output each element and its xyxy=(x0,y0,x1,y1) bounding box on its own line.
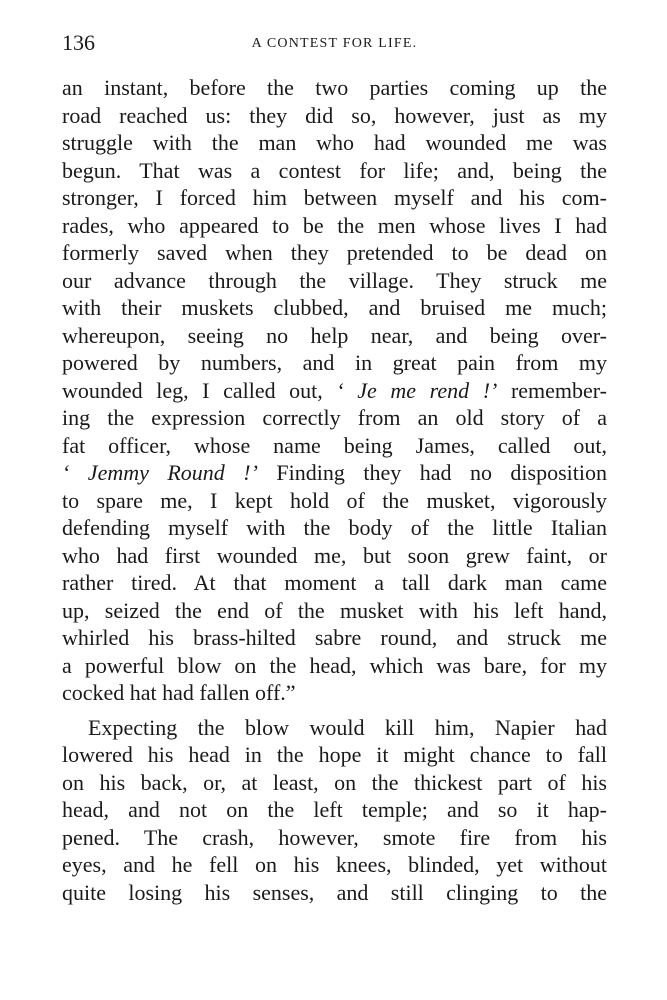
text-line: powered by numbers, and in great pain from my xyxy=(62,350,607,375)
text-line: eyes, and he fell on his knees, blinded, yet without xyxy=(62,852,607,877)
text-line: Expecting the blow would kill him, Napier had xyxy=(88,714,607,740)
text-line: road reached us: they did so, however, just as my xyxy=(62,102,607,128)
text-line: lowered his head in the hope it might chance to fall xyxy=(62,742,607,767)
running-head: A CONTEST FOR LIFE. xyxy=(251,36,418,51)
text-line: quite losing his senses, and still clinging to the xyxy=(62,879,607,905)
text-line: rades, who appeared to be the men whose lives I had xyxy=(62,212,607,238)
text-line: stronger, I forced him between myself and his com- xyxy=(62,185,607,210)
text-line: struggle with the man who had wounded me was xyxy=(62,130,607,155)
text-line: cocked hat had fallen off.” xyxy=(62,680,296,705)
page-number: 136 xyxy=(62,30,95,55)
text-line-mixed xyxy=(62,377,607,405)
text-line: whereupon, seeing no help near, and being over- xyxy=(62,322,607,348)
text-line-mixed xyxy=(62,459,607,487)
text-line: on his back, or, at least, on the thickest part of his xyxy=(62,769,607,795)
text-line: whirled his brass-hilted sabre round, and struck me xyxy=(62,625,607,650)
text-line: our advance through the village. They struck me xyxy=(62,267,607,293)
italic-quote: ‘ Jemmy Round !’ xyxy=(62,460,258,485)
text-line: begun. That was a contest for life; and, being the xyxy=(62,157,607,183)
text-line: a powerful blow on the head, which was bare, for my xyxy=(62,652,607,678)
text-line: ing the expression correctly from an old story of a xyxy=(62,405,607,430)
italic-quote: ‘ Je me rend !’ xyxy=(336,377,498,403)
text-line: to spare me, I kept hold of the musket, vigorously xyxy=(62,487,607,513)
text-line: up, seized the end of the musket with his left hand, xyxy=(62,597,607,623)
text-line: an instant, before the two parties coming up the xyxy=(62,75,607,100)
text-segment: Finding they had no disposition xyxy=(276,460,607,485)
text-line: rather tired. At that moment a tall dark man came xyxy=(62,570,607,595)
text-line: formerly saved when they pretended to be dead on xyxy=(62,240,607,265)
text-line: fat officer, whose name being James, called out, xyxy=(62,432,607,458)
text-line: defending myself with the body of the little Italian xyxy=(62,515,607,540)
text-segment: wounded leg, I called out, xyxy=(62,377,323,403)
text-segment: remember- xyxy=(510,377,607,403)
text-line: pened. The crash, however, smote fire from his xyxy=(62,824,607,850)
page-header xyxy=(62,30,607,56)
text-line: head, and not on the left temple; and so it hap- xyxy=(62,797,607,822)
text-line: with their muskets clubbed, and bruised me much; xyxy=(62,295,607,320)
text-line: who had first wounded me, but soon grew faint, or xyxy=(62,542,607,568)
body-text xyxy=(62,74,607,906)
